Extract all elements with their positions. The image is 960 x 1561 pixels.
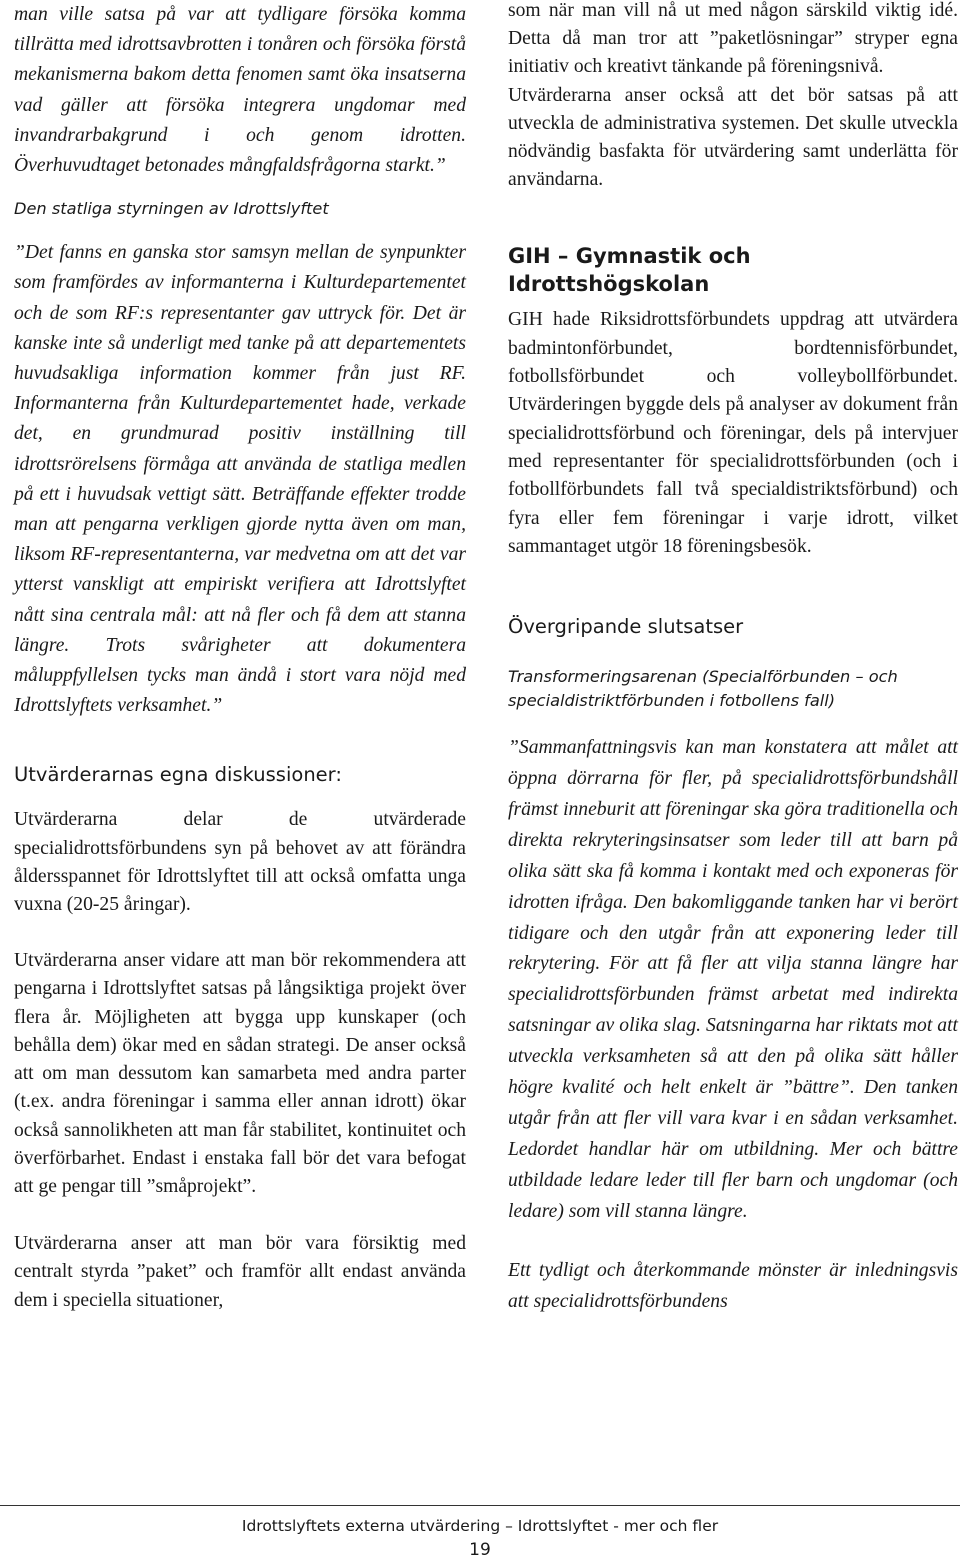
- heading-overall-conclusions: Övergripande slutsatser: [508, 615, 744, 639]
- subheading-state-steering: Den statliga styrningen av Idrottslyftet: [14, 199, 329, 219]
- intro-quote: man ville satsa på var att tydligare försöka komma tillrätta med idrottsavbrotten i tonåren och försöka förstå mekanismerna bakom detta fenomen samt öka insatserna vad gäller att försöka integrera ungdomar med invandrarbakgrund i och genom idrotten. Överhuvudtaget betonades mångfaldsfrågorna starkt.”: [14, 4, 466, 177]
- paragraph-central-packages: Utvärderarna anser att man bör vara försiktig med centralt styrda ”paket” och framför allt endast använda dem i speciella situationer,: [14, 1233, 466, 1311]
- paragraph-gih: GIH hade Riksidrottsförbundets uppdrag att utvärdera badmintonförbundet, bordtennisförbundet, fotbollsförbundet och volleybollförbundet. Utvärderingen byggde dels på analyser av dokument från specialidrottsförbund och föreningar, dels på intervjuer med representanter för specialidrottsförbunden (och i fotbollförbundets fall två specialdistriktsförbund) och fyra eller fem föreningar i varje idrott, vilket sammantaget utgör 18 föreningsbesök.: [508, 309, 958, 557]
- quote-summary: ”Sammanfattningsvis kan man konstatera att målet att öppna dörrarna för fler, på specialidrottsförbundshåll främst inneburit att föreningar ska göra traditionella och direkta rekryteringsinsatser som leder till att barn på olika sätt ska få komma i kontakt med och exponeras för idrotten ifråga. Den bakomliggande tanken har vi berört tidigare och den utgår från att exponering leder till rekrytering. För att få fler att vilja stanna längre har specialidrottsförbunden främst arbetat med indirekta satsningar av olika slag. Satsningarna har riktats mot att utveckla verksamheten så att den på olika sätt håller högre kvalité och helt enkelt är ”bättre”. Den tanken utgår från att fler vill vara kvar i en sådan verksamhet. Ledordet handlar här om utbildning. Mer och bättre utbildade ledare leder till fler barn och ungdomar (och ledare) som vill stanna längre.: [508, 737, 958, 1222]
- quote-pattern: Ett tydligt och återkommande mönster är inledningsvis att specialidrottsförbundens: [508, 1259, 958, 1312]
- page-number: 19: [469, 1540, 491, 1560]
- paragraph-continuation: som när man vill nå ut med någon särskild viktig idé. Detta då man tror att ”paketlösningar” stryper egna initiativ och kreativt tänkande på föreningsnivå.: [508, 0, 958, 78]
- paragraph-admin-systems: Utvärderarna anser också att det bör satsas på att utveckla de administrativa systemen. Det skulle utveckla nödvändig basfakta för utvärdering samt underlätta för användarna.: [508, 84, 958, 191]
- paragraph-long-term-projects: Utvärderarna anser vidare att man bör rekommendera att pengarna i Idrottslyftet satsas på långsiktiga projekt över flera år. Möjligheten att bygga upp kunskaper (och behålla dem) ökar med en sådan strategi. De anser också att om man dessutom kan samarbeta med andra parter (t.ex. andra föreningar i samma eller annan idrott) ökar också sannolikheten att man får stabilitet, kontinuitet och överförbarhet. Endast i enstaka fall bör det vara befogat att ge pengar till ”småprojekt”.: [14, 950, 466, 1197]
- right-column: [508, 0, 958, 1317]
- left-column: [14, 0, 466, 1315]
- heading-evaluators-discussions: Utvärderarnas egna diskussioner:: [14, 763, 342, 787]
- quote-culture-ministry: ”Det fanns en ganska stor samsyn mellan de synpunkter som framfördes av informanterna i Kulturdepartementet och de som RF:s representanter gav uttryck för. Det är kanske inte så underligt med tanke på att departementets huvudsakliga information kommer från just RF. Informanterna från Kulturdepartementet hade, verkade det, en grundmurad positiv inställning till idrottsrörelsens förmåga att använda de statliga medlen på ett i huvudsak vettigt sätt. Beträffande effekter trodde man att pengarna verkligen gjorde nytta även om man, liksom RF-representanterna, var medvetna om att det var ytterst vanskligt att empiriskt verifiera att Idrottslyftet nått sina centrala mål: att nå fler och få dem att stanna längre. Trots svårigheter att dokumentera måluppfyllelsen tycks man ändå i stort vara nöjd med Idrottslyftets verksamhet.”: [14, 242, 466, 717]
- footer-divider: [0, 1505, 960, 1506]
- footer-title: Idrottslyftets externa utvärdering – Idrottslyftet - mer och fler: [241, 1517, 719, 1535]
- heading-gih: GIH – Gymnastik och Idrottshögskolan: [508, 244, 751, 297]
- paragraph-age-span: Utvärderarna delar de utvärderade specialidrottsförbundens syn på behovet av att förändra åldersspannet för Idrottslyftet till att också omfatta unga vuxna (20-25 åringar).: [14, 809, 466, 916]
- subheading-transformation-arena: Transformeringsarenan (Specialförbunden – och specialdistriktförbunden i fotbollens fall): [508, 667, 898, 711]
